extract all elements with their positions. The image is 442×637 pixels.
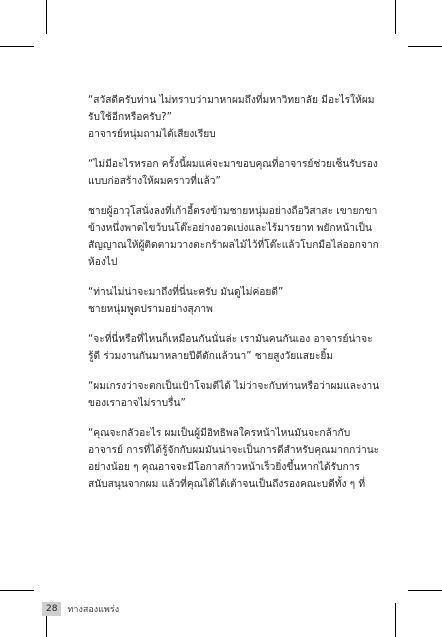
paragraph [88, 284, 388, 318]
text-line: รับใช้อีกหรือครับ?” [88, 112, 172, 123]
page-number: 28 [42, 602, 61, 616]
text-line: “คุณจะกลัวอะไร ผมเป็นผู้มีอิทธิพลใครหน้าไหนมันจะกล้ากับ [88, 428, 351, 439]
text-line: “ท่านไม่น่าจะมาถึงที่นี่นะครับ มันดูไม่ค่อยดี” [88, 287, 284, 298]
text-line: “สวัสดีครับท่าน ไม่ทราบว่ามาหาผมถึงที่มหาวิทยาลัย มีอะไรให้ผม [88, 95, 375, 106]
text-line: ชายผู้อาวุโสนั่งลงที่เก้าอี้ตรงข้ามชายหนุ่มอย่างถือวิสาสะ เขายกขา [88, 206, 378, 217]
text-line: อาจารย์หนุ่มถามได้เสียงเรียบ [88, 129, 216, 140]
text-line: ชายหนุ่มพูดปรามอย่างสุภาพ [88, 304, 213, 315]
crop-mark-bottom-left-h [0, 590, 34, 591]
paragraph [88, 331, 388, 365]
text-line: สัญญาณให้ผู้ติดตามวางตะกร้าผลไม้ไว้ที่โต๊ะแล้วโบกมือไล่ออกจาก [88, 240, 379, 251]
crop-mark-bottom-right-v [395, 603, 396, 637]
text-line: อย่างน้อย ๆ คุณอาจจะมีโอกาสก้าวหน้าเร็วยิ่งขึ้นหากได้รับการ [88, 462, 360, 473]
paragraph [88, 203, 388, 271]
paragraph [88, 425, 388, 493]
paragraph [88, 92, 388, 143]
text-line: ห้องไป [88, 257, 118, 268]
text-line: อาจารย์ การที่ได้รู้จักกับผมมันน่าจะเป็นการดีสำหรับคุณมากกว่านะ [88, 445, 380, 456]
text-line: “ไม่มีอะไรหรอก ครั้งนี้ผมแค่จะมาขอบคุณที่อาจารย์ช่วยเซ็นรับรอง [88, 159, 378, 170]
paragraph [88, 378, 388, 412]
crop-mark-bottom-right-h [408, 590, 442, 591]
book-title: ทางสองแพร่ง [67, 605, 120, 615]
page-body [88, 92, 388, 506]
crop-mark-top-right-h [408, 46, 442, 47]
page-footer [42, 602, 119, 616]
crop-mark-top-left-h [0, 46, 34, 47]
text-line: “ผมเกรงว่าจะตกเป็นเป้าโจมตีได้ ไม่ว่าจะกับท่านหรือว่าผมและงาน [88, 381, 380, 392]
crop-mark-top-left-v [46, 0, 47, 34]
crop-mark-top-right-v [395, 0, 396, 34]
text-line: ข้างหนึ่งพาดไขว้บนโต๊ะอย่างอวดเบ่งและไร้มารยาท พยักหน้าเป็น [88, 223, 372, 234]
text-line: แบบก่อสร้างให้ผมคราวที่แล้ว” [88, 176, 221, 187]
paragraph [88, 156, 388, 190]
text-line: รู้ดี ร่วมงานกันมาหลายปีดีดักแล้วนา” ชายสูงวัยแสยะยิ้ม [88, 351, 334, 362]
text-line: “จะที่นี่หรือที่ไหนก็เหมือนกันนั่นล่ะ เรามันคนกันเอง อาจารย์น่าจะ [88, 334, 373, 345]
text-line: ของเราอาจไม่ราบรื่น” [88, 398, 186, 409]
text-line: สนับสนุนจากผม แล้วที่คุณได้ได้เต้าจนเป็นถึงรองคณะบดีทั้ง ๆ ที่ [88, 479, 366, 490]
